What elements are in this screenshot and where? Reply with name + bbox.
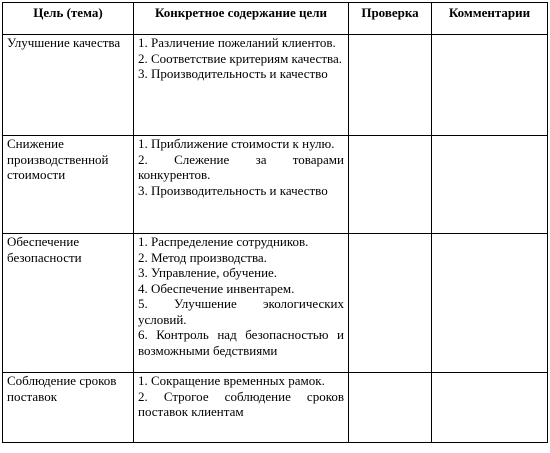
content-item: 2. Слежение за товарами конкурентов. bbox=[138, 151, 344, 182]
content-item: 1. Приближение стоимости к нулю. bbox=[138, 136, 335, 151]
header-content: Конкретное содержание цели bbox=[134, 3, 349, 35]
comment-cell bbox=[432, 136, 548, 234]
content-item: 4. Обеспечение инвентарем. bbox=[138, 280, 295, 296]
content-item: 3. Производительность и качество bbox=[138, 182, 328, 198]
content-item: 2. Метод производства. bbox=[138, 249, 267, 265]
check-cell bbox=[349, 234, 432, 373]
content-cell bbox=[134, 35, 349, 136]
content-item: 2. Строгое соблюдение сроков поставок клиентам bbox=[138, 388, 344, 419]
header-theme: Цель (тема) bbox=[3, 3, 134, 35]
table-row bbox=[3, 35, 548, 136]
content-item: 6. Контроль над безопасностью и возможными бедствиями bbox=[138, 327, 344, 358]
table-row bbox=[3, 136, 548, 234]
content-item: 1. Различение пожеланий клиентов. bbox=[138, 35, 336, 50]
content-item: 5. Улучшение экологических условий. bbox=[138, 296, 344, 327]
content-item: 3. Производительность и качество bbox=[138, 66, 328, 81]
content-cell bbox=[134, 136, 349, 234]
content-cell bbox=[134, 373, 349, 443]
content-item: 1. Сокращение временных рамок. bbox=[138, 373, 325, 388]
check-cell bbox=[349, 373, 432, 443]
theme-cell: Соблюдение сроков поставок bbox=[3, 373, 134, 443]
goals-table bbox=[2, 2, 548, 443]
check-cell bbox=[349, 136, 432, 234]
header-check: Проверка bbox=[349, 3, 432, 35]
comment-cell bbox=[432, 373, 548, 443]
theme-cell: Снижение производственной стоимости bbox=[3, 136, 134, 234]
table-row bbox=[3, 373, 548, 443]
comment-cell bbox=[432, 234, 548, 373]
content-cell bbox=[134, 234, 349, 373]
comment-cell bbox=[432, 35, 548, 136]
header-comments: Комментарии bbox=[432, 3, 548, 35]
theme-cell: Обеспечение безопасности bbox=[3, 234, 134, 373]
content-item: 3. Управление, обучение. bbox=[138, 265, 278, 280]
theme-cell: Улучшение качества bbox=[3, 35, 134, 136]
check-cell bbox=[349, 35, 432, 136]
table-row bbox=[3, 234, 548, 373]
content-item: 2. Соответствие критериям качества. bbox=[138, 50, 342, 66]
content-item: 1. Распределение сотрудников. bbox=[138, 234, 309, 249]
header-row bbox=[3, 3, 548, 35]
